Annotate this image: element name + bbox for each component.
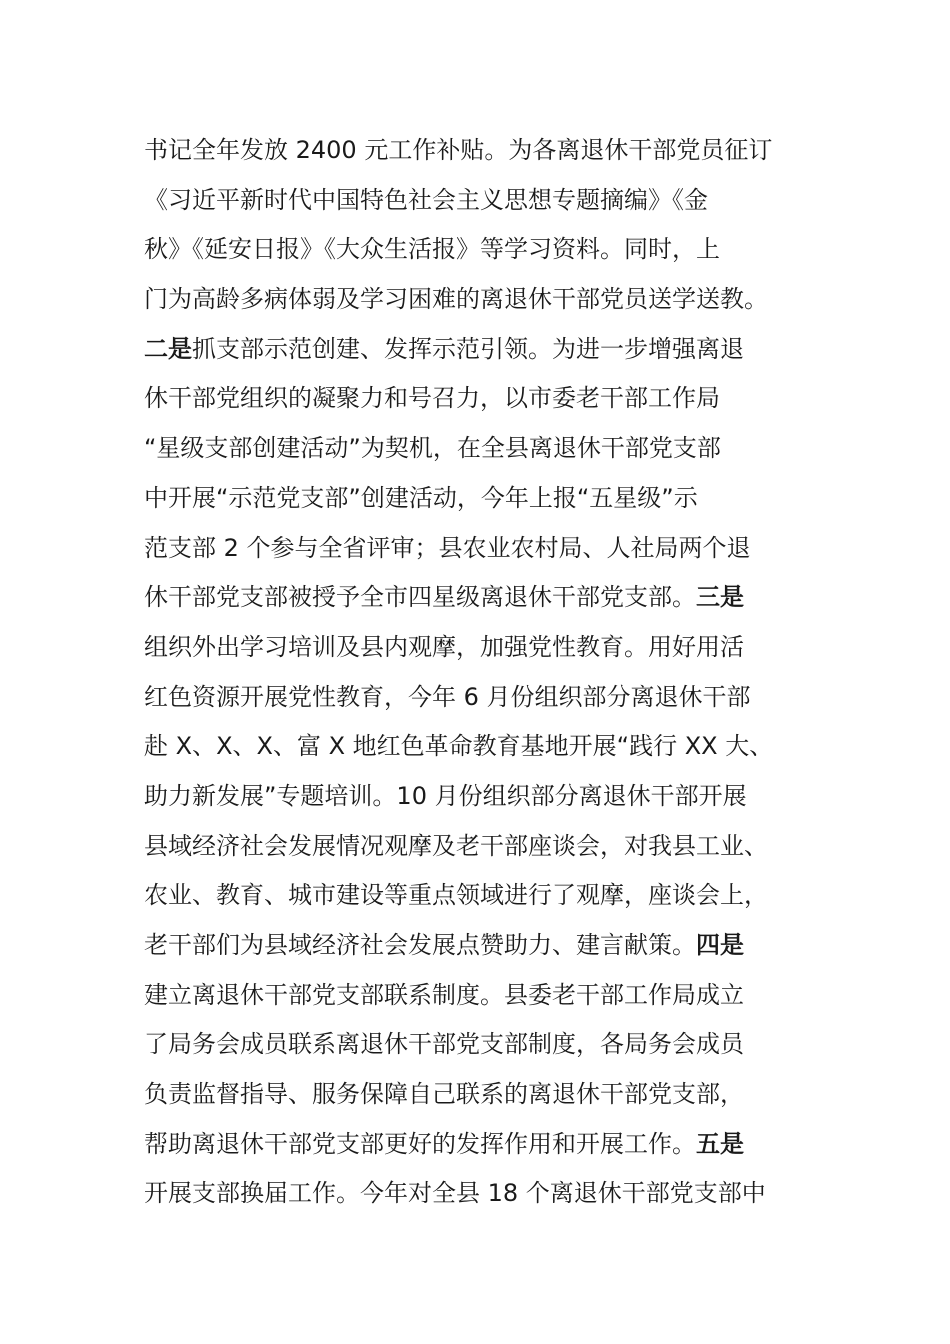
text-line — [144, 822, 824, 872]
text-line — [144, 176, 824, 226]
section-lead: 三是 — [696, 583, 744, 612]
text-line — [144, 1020, 824, 1070]
text-run: 休干部党支部被授予全市四星级离退休干部党支部。 — [144, 583, 696, 612]
text-line — [144, 126, 824, 176]
text-line — [144, 524, 824, 574]
text-line — [144, 722, 824, 772]
text-run: 赴 X、X、X、富 X 地红色革命教育基地开展“践行 XX 大、 — [144, 732, 774, 761]
text-run: “星级支部创建活动”为契机，在全县离退休干部党支部 — [144, 434, 721, 463]
text-run: 抓支部示范创建、发挥示范引领。为进一步增强离退 — [192, 334, 744, 363]
text-line — [144, 424, 824, 474]
text-line — [144, 673, 824, 723]
text-line — [144, 474, 824, 524]
section-lead: 五是 — [696, 1129, 744, 1158]
text-line — [144, 921, 824, 971]
text-run: 负责监督指导、服务保障自己联系的离退休干部党支部， — [144, 1080, 744, 1109]
text-line — [144, 275, 824, 325]
text-line — [144, 325, 824, 375]
text-run: 农业、教育、城市建设等重点领域进行了观摩，座谈会上， — [144, 881, 768, 910]
body-text — [144, 126, 824, 1219]
text-line — [144, 573, 824, 623]
text-line — [144, 374, 824, 424]
text-run: 红色资源开展党性教育，今年 6 月份组织部分离退休干部 — [144, 682, 751, 711]
text-run: 开展支部换届工作。今年对全县 18 个离退休干部党支部中 — [144, 1179, 766, 1208]
text-run: 休干部党组织的凝聚力和号召力，以市委老干部工作局 — [144, 384, 720, 413]
section-lead: 四是 — [696, 931, 744, 959]
text-run: 了局务会成员联系离退休干部党支部制度，各局务会成员 — [144, 1030, 744, 1059]
text-run: 老干部们为县域经济社会发展点赞助力、建言献策。 — [144, 931, 696, 959]
text-line — [144, 623, 824, 673]
text-run: 组织外出学习培训及县内观摩，加强党性教育。用好用活 — [144, 632, 744, 661]
text-line — [144, 1169, 824, 1219]
text-run: 书记全年发放 2400 元工作补贴。为各离退休干部党员征订 — [144, 136, 773, 164]
text-line — [144, 871, 824, 921]
text-line — [144, 1070, 824, 1120]
text-line — [144, 1120, 824, 1170]
text-run: 助力新发展”专题培训。10 月份组织部分离退休干部开展 — [144, 781, 747, 810]
text-run: 建立离退休干部党支部联系制度。县委老干部工作局成立 — [144, 980, 744, 1009]
text-run: 范支部 2 个参与全省评审；县农业农村局、人社局两个退 — [144, 533, 751, 562]
text-run: 中开展“示范党支部”创建活动，今年上报“五星级”示 — [144, 483, 698, 512]
text-line — [144, 225, 824, 275]
text-run: 县域经济社会发展情况观摩及老干部座谈会，对我县工业、 — [144, 831, 768, 860]
section-lead: 二是 — [144, 334, 192, 363]
text-line — [144, 971, 824, 1021]
text-run: 帮助离退休干部党支部更好的发挥作用和开展工作。 — [144, 1129, 696, 1158]
text-run: 门为高龄多病体弱及学习困难的离退休干部党员送学送教。 — [144, 285, 768, 314]
text-run: 《习近平新时代中国特色社会主义思想专题摘编》《金 — [144, 185, 708, 214]
text-line — [144, 772, 824, 822]
text-run: 秋》《延安日报》《大众生活报》等学习资料。同时，上 — [144, 235, 720, 264]
